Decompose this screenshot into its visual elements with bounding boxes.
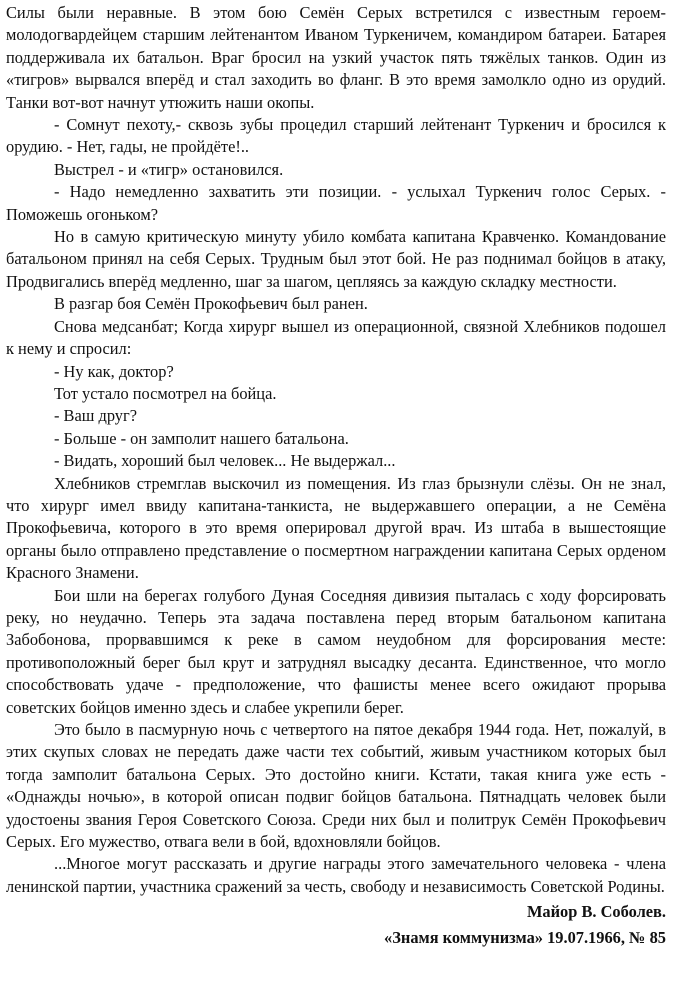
- article: [6, 2, 666, 950]
- paragraph: Выстрел - и «тигр» остановился.: [54, 159, 284, 179]
- author-signature: Майор В. Соболев.: [526, 902, 666, 922]
- paragraph: - Ваш друг?: [54, 406, 137, 426]
- paragraph: - Надо немедленно захватить эти позиции. - услыхал Туркенич голос Серых. - Поможешь огоньком?: [6, 182, 666, 224]
- paragraph: - Сомнут пехоту,- сквозь зубы процедил старший лейтенант Туркенич и бросился к орудию. - Нет, гады, не пройдёте!..: [6, 115, 666, 157]
- paragraph: Хлебников стремглав выскочил из помещения. Из глаз брызнули слёзы. Он не знал, что хирург имел ввиду капитана-танкиста, не выдержавшего операции, а не Семёна Прокофьевича, которого в это время оперировал другой врач. Из штаба в вышестоящие органы было отправлено представление о посмертном награждении капитана Серых орденом Красного Знамени.: [6, 473, 666, 583]
- paragraph: - Ну как, доктор?: [54, 361, 174, 381]
- paragraph: Снова медсанбат; Когда хирург вышел из операционной, связной Хлебников подошел к нему и спросил:: [6, 316, 666, 359]
- paragraph: Тот устало посмотрел на бойца.: [54, 383, 277, 403]
- paragraph: Силы были неравные. В этом бою Семён Серых встретился с известным героем-молодогвардейцем старшим лейтенантом Иваном Туркеничем, командиром батареи. Батарея поддерживала их батальон. Враг бросил на узкий участок пять тяжёлых танков. Один из «тигров» вырвался вперёд и стал заходить во фланг. В это время замолкло одно из орудий. Танки вот-вот начнут утюжить наши окопы.: [6, 3, 666, 112]
- paragraph: Это было в пасмурную ночь с четвертого на пятое декабря 1944 года. Нет, пожалуй, в этих скупых словах не передать даже части тех событий, живым участником которых был тогда замполит батальона Серых. Это достойно книги. Кстати, такая книга уже есть - «Однажды ночью», в которой описан подвиг бойцов батальона. Пятнадцать человек были удостоены звания Героя Советского Союза. Среди них был и политрук Семён Прокофьевич Серых. Его мужество, отвага вели в бой, вдохновляли бойцов.: [6, 720, 666, 852]
- paragraph: Бои шли на берегах голубого Дуная Соседняя дивизия пыталась с ходу форсировать реку, но неудачно. Теперь эта задача поставлена перед вторым батальоном капитана Забобонова, прорвавшимся к реке в самом неудобном для форсирования месте: противоположный берег был крут и затруднял высадку десанта. Единственное, что могло способствовать удаче - предположение, что фашисты менее всего ожидают прорыва советских бойцов именно здесь и слабее укрепили берег.: [6, 585, 666, 717]
- source-citation: «Знамя коммунизма» 19.07.1966, № 85: [384, 928, 666, 948]
- paragraph: ...Многое могут рассказать и другие награды этого замечательного человека - члена ленинской партии, участника сражений за честь, свободу и независимость Советской Родины.: [6, 854, 666, 896]
- paragraph: В разгар боя Семён Прокофьевич был ранен.: [54, 294, 368, 314]
- paragraph: Но в самую критическую минуту убило комбата капитана Кравченко. Командование батальоном принял на себя Серых. Трудным был этот бой. Не раз поднимал бойцов в атаку, Продвигались вперёд медленно, шаг за шагом, цепляясь за каждую складку местности.: [6, 227, 666, 291]
- paragraph: - Больше - он замполит нашего батальона.: [54, 428, 349, 448]
- paragraph: - Видать, хороший был человек... Не выдержал...: [54, 451, 396, 471]
